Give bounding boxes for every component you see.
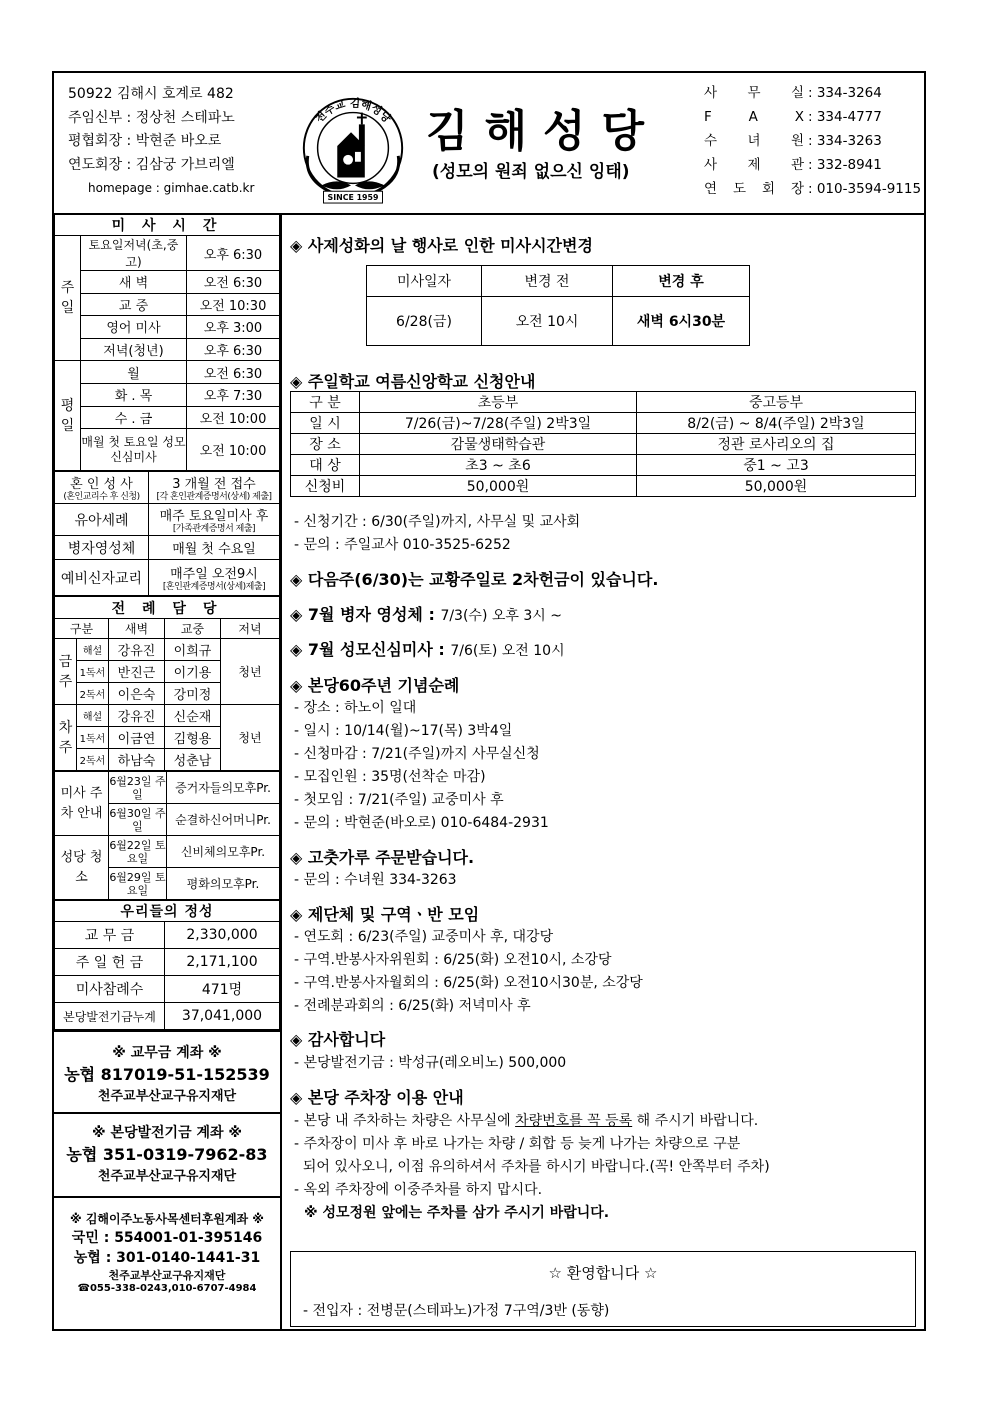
svg-text:천주교 김해성당	[312, 95, 395, 125]
liturgy-main: 이기용	[165, 661, 221, 683]
section-title: ◈ 사제성화의 날 행사로 인한 미사시간변경	[290, 236, 593, 255]
table-header: 초등부	[360, 392, 637, 413]
liturgy-title: 전 례 담 당	[55, 597, 280, 619]
table-header: 변경 전	[482, 266, 613, 297]
notice-line: - 본당발전기금 : 박성규(레오비노) 500,000	[294, 1055, 567, 1071]
mass-times-table	[54, 213, 280, 471]
account-number: 농협 : 301-0140-1441-31	[73, 1250, 261, 1267]
notice-line: - 문의 : 주일교사 010-3525-6252	[294, 537, 511, 553]
sacrament-name: 예비신자교리	[55, 560, 149, 596]
section-title: ◈ 본당60주년 기념순례	[290, 676, 460, 695]
notice-line: - 문의 : 수녀원 334-3263	[294, 872, 457, 888]
notice-line: - 옥외 주차장에 이중주차를 하지 맙시다.	[294, 1182, 543, 1198]
mass-times-title: 미 사 시 간	[55, 214, 280, 236]
liturgy-header: 새벽	[109, 619, 165, 639]
contact-value: : 010-3594-9115	[808, 181, 922, 197]
next-week-label: 차 주	[55, 705, 77, 771]
tithe-account	[54, 1030, 280, 1112]
contact-list	[704, 81, 921, 201]
bulletin-page	[52, 71, 926, 1331]
mass-change-table	[366, 265, 750, 346]
account-title: ※ 본당발전기금 계좌 ※	[91, 1125, 243, 1142]
liturgy-role: 해설	[77, 705, 109, 727]
notice-line: 되어 있사오니, 이점 유의하셔서 주차를 하시기 바랍니다.(꼭! 안쪽부터 주차)	[294, 1159, 770, 1175]
welcome-line: - 전입자 : 전병문(스테파노)가정 7구역/3반 (동향)	[303, 1303, 610, 1319]
parish-info	[68, 83, 254, 201]
table-header: 구 분	[291, 392, 360, 413]
table-cell: 장 소	[291, 434, 360, 455]
logo-text-bottom: SINCE 1959	[327, 193, 379, 203]
mass-time: 오전 10:00	[187, 429, 280, 471]
notice-line: - 신청마감 : 7/21(주일)까지 사무실신청	[294, 746, 540, 762]
table-cell: 새벽 6시30분	[613, 297, 750, 346]
account-number: 국민 : 554001-01-395146	[71, 1230, 263, 1247]
account-owner: 천주교부산교구유지재단	[97, 1089, 237, 1105]
table-cell: 6/28(금)	[367, 297, 482, 346]
notice-line: - 모집인원 : 35명(선착순 마감)	[294, 769, 486, 785]
mass-time: 오전 10:00	[187, 406, 280, 429]
development-account	[54, 1112, 280, 1196]
liturgy-dawn: 강유진	[109, 639, 165, 661]
offering-name: 미사참례수	[55, 976, 165, 1003]
contact-rectory	[704, 153, 921, 177]
table-cell: 정관 로사리오의 집	[637, 434, 916, 455]
contact-label: F A X	[704, 109, 804, 125]
duty-date: 6월22일 토요일	[109, 836, 167, 868]
contact-value: : 332-8941	[808, 157, 882, 173]
table-cell: 8/2(금) ~ 8/4(주일) 2박3일	[637, 413, 916, 434]
mass-name: 새 벽	[81, 271, 187, 294]
notice-line: - 구역.반봉사자위원회 : 6/25(화) 오전10시, 소강당	[294, 952, 612, 968]
account-phone: ☎055-338-0243,010-6707-4984	[77, 1283, 257, 1295]
offering-value: 471명	[165, 976, 280, 1003]
homepage: homepage : gimhae.catb.kr	[88, 181, 255, 195]
parking-label: 미사 주차 안내	[55, 772, 109, 836]
table-cell: 초3 ~ 초6	[360, 455, 637, 476]
contact-value: : 334-3264	[808, 85, 882, 101]
section-title: ◈ 7월 성모신심미사 : 7/6(토) 오전 10시	[290, 640, 565, 659]
cleaning-label: 성당 청소	[55, 836, 109, 900]
duty-group: 평화의모후Pr.	[167, 868, 280, 900]
section-title: ◈ 7월 병자 영성체 : 7/3(수) 오후 3시 ~	[290, 605, 562, 624]
this-week-label: 금 주	[55, 639, 77, 705]
page-subtitle: (성모의 원죄 없으신 잉태)	[432, 162, 630, 182]
address: 50922 김해시 호계로 482	[68, 86, 234, 102]
liturgy-role: 1독서	[77, 661, 109, 683]
liturgy-role: 2독서	[77, 749, 109, 771]
mass-time: 오후 3:00	[187, 316, 280, 339]
duty-group: 신비체의모후Pr.	[167, 836, 280, 868]
mass-name: 저녁(청년)	[81, 338, 187, 361]
table-cell: 7/26(금)~7/28(주일) 2박3일	[360, 413, 637, 434]
offering-value: 37,041,000	[165, 1003, 280, 1030]
liturgy-role: 해설	[77, 639, 109, 661]
contact-label: 사 무 실	[704, 85, 804, 101]
mass-name: 영어 미사	[81, 316, 187, 339]
mass-name: 월	[81, 361, 187, 384]
notice-line: - 장소 : 하노이 일대	[294, 700, 417, 716]
offering-name: 교 무 금	[55, 922, 165, 949]
migrant-center-account	[54, 1196, 280, 1298]
sacrament-name: 유아세례	[55, 504, 149, 536]
notice-line: - 본당 내 주차하는 차량은 사무실에 차량번호를 꼭 등록 해 주시기 바랍니다.	[294, 1113, 759, 1129]
mass-name: 매월 첫 토요일 성모신심미사	[81, 429, 187, 471]
liturgy-role: 2독서	[77, 683, 109, 705]
offering-table	[54, 900, 280, 1030]
offering-value: 2,171,100	[165, 949, 280, 976]
liturgy-header: 저녁	[221, 619, 280, 639]
notice-line: - 구역.반봉사자월회의 : 6/25(화) 오전10시30분, 소강당	[294, 975, 643, 991]
contact-value: : 334-4777	[808, 109, 882, 125]
account-owner: 천주교부산교구유지재단	[108, 1269, 226, 1283]
notice-line: - 전례분과회의 : 6/25(화) 저녁미사 후	[294, 998, 531, 1014]
page-title: 김해성당	[426, 106, 661, 157]
table-cell: 대 상	[291, 455, 360, 476]
sacraments-table	[54, 471, 280, 596]
weekday-label: 평 일	[55, 361, 81, 471]
contact-label: 연 도 회 장	[704, 181, 804, 197]
notice-line: - 주차장이 미사 후 바로 나가는 차량 / 회합 등 늦게 나가는 차량으로 구분	[294, 1136, 741, 1152]
section-title: ◈ 감사합니다	[290, 1030, 386, 1049]
table-header: 변경 후	[613, 266, 750, 297]
contact-convent	[704, 129, 921, 153]
sacrament-name: 혼 인 성 사 (혼인교리수 후 신청)	[55, 472, 149, 504]
sacrament-info: 매주 토요일미사 후 [가족관계증명서 제출]	[149, 504, 280, 536]
notice-emphasis: ※ 성모정원 앞에는 주차를 삼가 주시기 바랍니다.	[304, 1205, 610, 1221]
table-header: 미사일자	[367, 266, 482, 297]
liturgy-main: 이희규	[165, 639, 221, 661]
notice-line: - 신청기간 : 6/30(주일)까지, 사무실 및 교사회	[294, 514, 581, 530]
section-detail: 7/6(토) 오전 10시	[450, 643, 565, 659]
liturgy-dawn: 이은숙	[109, 683, 165, 705]
duty-date: 6월30일 주일	[109, 804, 167, 836]
section-title: ◈ 주일학교 여름신앙학교 신청안내	[290, 372, 536, 391]
youth-president: 연도회장 : 김삼궁 가브리엘	[68, 156, 235, 173]
sidebar	[54, 213, 282, 1329]
mass-time: 오후 7:30	[187, 383, 280, 406]
contact-office	[704, 81, 921, 105]
priest: 주임신부 : 정상천 스테파노	[68, 109, 235, 126]
summer-school-table	[290, 391, 916, 497]
welcome-box	[290, 1251, 916, 1327]
liturgy-evening: 청년	[221, 639, 280, 705]
mass-time: 오전 6:30	[187, 361, 280, 384]
liturgy-dawn: 하남숙	[109, 749, 165, 771]
duty-table	[54, 771, 280, 900]
council-president: 평협회장 : 박현준 바오로	[68, 133, 222, 149]
parish-logo	[294, 87, 412, 205]
offering-value: 2,330,000	[165, 922, 280, 949]
table-cell: 50,000원	[637, 476, 916, 497]
table-cell: 신청비	[291, 476, 360, 497]
notice-line: - 연도회 : 6/23(주일) 교중미사 후, 대강당	[294, 929, 554, 945]
sacrament-name: 병자영성체	[55, 536, 149, 560]
contact-value: : 334-3263	[808, 133, 882, 149]
contact-label: 사 제 관	[704, 157, 804, 173]
logo-text-top: 천주교 김해성당	[312, 96, 394, 126]
table-cell: 중1 ~ 고3	[637, 455, 916, 476]
mass-time: 오전 10:30	[187, 293, 280, 316]
duty-group: 순결하신어머니Pr.	[167, 804, 280, 836]
notice-line: - 문의 : 박현준(바오로) 010-6484-2931	[294, 815, 549, 831]
sunday-label: 주 일	[55, 236, 81, 361]
header	[54, 73, 924, 215]
underlined-text: 차량번호를 꼭 등록	[515, 1113, 633, 1129]
sacrament-info: 매월 첫 수요일	[149, 536, 280, 560]
notice-line: - 첫모임 : 7/21(주일) 교중미사 후	[294, 792, 504, 808]
offering-name: 본당발전기금누계	[55, 1003, 165, 1030]
section-title: ◈ 제단체 및 구역ㆍ반 모임	[290, 905, 480, 924]
duty-group: 증거자들의모후Pr.	[167, 772, 280, 804]
table-cell: 감물생태학습관	[360, 434, 637, 455]
duty-date: 6월23일 주일	[109, 772, 167, 804]
account-owner: 천주교부산교구유지재단	[97, 1169, 237, 1185]
liturgy-header: 교중	[165, 619, 221, 639]
offering-title: 우리들의 정성	[55, 901, 280, 922]
table-header: 중고등부	[637, 392, 916, 413]
mass-name: 수 . 금	[81, 406, 187, 429]
liturgy-main: 신순재	[165, 705, 221, 727]
liturgy-table	[54, 596, 280, 771]
mass-time: 오후 6:30	[187, 236, 280, 271]
contact-youth	[704, 177, 921, 201]
table-cell: 오전 10시	[482, 297, 613, 346]
notice-line: - 일시 : 10/14(월)~17(목) 3박4일	[294, 723, 513, 739]
account-title: ※ 교무금 계좌 ※	[112, 1045, 222, 1062]
account-number: 농협 351-0319-7962-83	[66, 1145, 268, 1165]
contact-label: 수 녀 원	[704, 133, 804, 149]
liturgy-header: 구분	[55, 619, 109, 639]
section-title: ◈ 고춧가루 주문받습니다.	[290, 848, 475, 867]
account-number: 농협 817019-51-152539	[64, 1065, 270, 1085]
duty-date: 6월29일 토요일	[109, 868, 167, 900]
mass-name: 화 . 목	[81, 383, 187, 406]
contact-fax	[704, 105, 921, 129]
liturgy-main: 성춘남	[165, 749, 221, 771]
table-cell: 50,000원	[360, 476, 637, 497]
account-title: ※ 김해이주노동사목센터후원계좌 ※	[70, 1212, 264, 1227]
sacrament-info: 매주일 오전9시 [혼인관계증명서(상세)제출]	[149, 560, 280, 596]
offering-name: 주 일 헌 금	[55, 949, 165, 976]
liturgy-dawn: 강유진	[109, 705, 165, 727]
liturgy-dawn: 반진근	[109, 661, 165, 683]
mass-name: 교 중	[81, 293, 187, 316]
liturgy-role: 1독서	[77, 727, 109, 749]
section-title: ◈ 다음주(6/30)는 교황주일로 2차헌금이 있습니다.	[290, 570, 659, 589]
welcome-title: ☆ 환영합니다 ☆	[548, 1264, 658, 1282]
sacrament-info: 3 개월 전 접수 [각 혼인관계증명서(상세) 제출]	[149, 472, 280, 504]
liturgy-main: 강미정	[165, 683, 221, 705]
liturgy-dawn: 이금연	[109, 727, 165, 749]
liturgy-main: 김형용	[165, 727, 221, 749]
mass-name: 토요일저녁(초,중고)	[81, 236, 187, 271]
section-title: ◈ 본당 주차장 이용 안내	[290, 1088, 464, 1107]
table-cell: 일 시	[291, 413, 360, 434]
section-detail: 7/3(수) 오후 3시 ~	[440, 608, 562, 624]
liturgy-evening: 청년	[221, 705, 280, 771]
mass-time: 오전 6:30	[187, 271, 280, 294]
mass-time: 오후 6:30	[187, 338, 280, 361]
